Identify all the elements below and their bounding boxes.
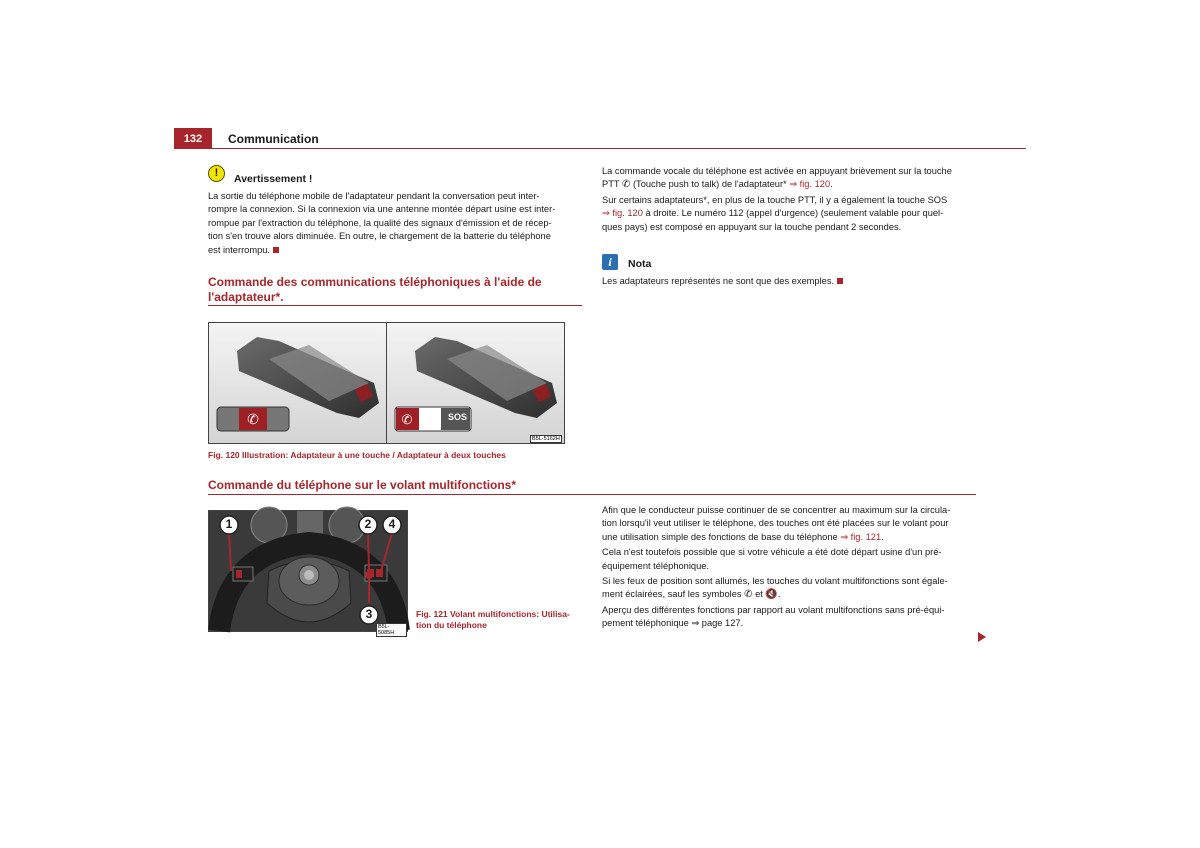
- adapter-illustration: [209, 323, 564, 443]
- text-line: Afin que le conducteur puisse continuer de se concentrer au maximum sur la circula-: [602, 505, 951, 515]
- figure-link[interactable]: ⇒ fig. 120: [789, 179, 831, 190]
- text-line: ⇒ fig. 120 à droite. Le numéro 112 (appel d'urgence) (seulement valable pour quel-: [602, 208, 944, 219]
- section-divider: [208, 305, 582, 306]
- info-icon: i: [602, 254, 618, 270]
- callout-3: 3: [365, 607, 373, 621]
- warning-title: Avertissement !: [234, 173, 313, 185]
- text-line: tion lorsqu'il veut utiliser le téléphone, des touches ont été placées sur le volant pour: [602, 518, 949, 529]
- text-line: une utilisation simple des fonctions de base du téléphone ⇒ fig. 121.: [602, 531, 884, 542]
- end-marker-icon: [273, 247, 279, 253]
- text-line: Cela n'est toutefois possible que si votre véhicule a été doté départ usine d'un pré-: [602, 547, 942, 558]
- text-line: Sur certains adaptateurs*, en plus de la touche PTT, il y a également la touche SOS: [602, 194, 948, 205]
- warning-line: La sortie du téléphone mobile de l'adaptateur pendant la conversation peut inter-: [208, 191, 540, 201]
- phone-symbol-icon: ✆: [744, 589, 753, 601]
- section-divider: [208, 494, 976, 495]
- text-line: ques pays) est composé en appuyant sur la touche pendant 2 secondes.: [602, 221, 902, 232]
- text-line: Si les feux de position sont allumés, les touches du volant multifonctions sont égale-: [602, 576, 948, 587]
- continue-arrow-icon: [978, 632, 986, 642]
- text-line: équipement téléphonique.: [602, 560, 710, 571]
- ptt-paragraph: [602, 165, 978, 234]
- note-title: Nota: [628, 258, 652, 270]
- text-line: Aperçu des différentes fonctions par rapport au volant multifonctions sans pré-équi-: [602, 604, 945, 615]
- steering-text: [602, 504, 978, 631]
- mute-symbol-icon: 🔇: [765, 589, 778, 601]
- figure-reference: B5L-5162H: [532, 436, 560, 442]
- ptt-phone-icon: ✆: [621, 179, 631, 191]
- svg-text:✆: ✆: [401, 413, 413, 428]
- callout-2: 2: [364, 517, 372, 531]
- section-heading-adapter: [208, 275, 582, 305]
- adapter-figure: [208, 322, 565, 444]
- warning-line: est interrompu.: [208, 244, 580, 257]
- text-line: PTT ✆ (Touche push to talk) de l'adaptateur* ⇒ fig. 120.: [602, 179, 833, 191]
- header-divider: [174, 148, 1026, 149]
- figure-link[interactable]: ⇒ fig. 120: [602, 208, 643, 219]
- section-heading-steering: Commande du téléphone sur le volant multifonctions*: [208, 478, 517, 492]
- warning-text: [208, 190, 580, 257]
- warning-line: tion s'en trouve alors diminuée. En outre, le chargement de la batterie du téléphone: [208, 231, 551, 242]
- svg-text:✆: ✆: [247, 412, 259, 428]
- section-heading-line: Commande des communications téléphoniques à l'aide de: [208, 275, 542, 289]
- warning-line: rompre la connexion. Si la connexion via une antenne montée départ usine est inter-: [208, 204, 556, 215]
- figure-121-caption: [416, 609, 570, 631]
- caption-line: Fig. 121 Volant multifonctions: Utilisa-: [416, 609, 570, 619]
- callout-1: 1: [225, 517, 233, 531]
- callout-4: 4: [388, 517, 396, 531]
- text-line: La commande vocale du téléphone est activée en appuyant brièvement sur la touche: [602, 166, 952, 176]
- caption-line: tion du téléphone: [416, 620, 487, 630]
- steering-wheel-figure: [208, 510, 408, 636]
- sos-button-label: SOS: [447, 412, 467, 422]
- note-text: Les adaptateurs représentés ne sont que des exemples.: [602, 275, 978, 288]
- figure-reference: B5L-5085H: [376, 623, 407, 637]
- page-number: 132: [174, 128, 212, 148]
- exclamation-icon: !: [208, 165, 225, 182]
- page-title: Communication: [228, 132, 319, 146]
- warning-line: rompue par l'extraction du téléphone, la qualité des signaux d'émission et de récep-: [208, 217, 552, 228]
- page-reference-line[interactable]: pement téléphonique ⇒ page 127.: [602, 618, 744, 629]
- section-heading-line: l'adaptateur*.: [208, 290, 284, 304]
- end-marker-icon: [837, 278, 843, 284]
- text-line: ment éclairées, sauf les symboles ✆ et 🔇.: [602, 589, 781, 601]
- figure-120-caption: Fig. 120 Illustration: Adaptateur à une touche / Adaptateur à deux touches: [208, 450, 506, 460]
- figure-link[interactable]: ⇒ fig. 121: [840, 531, 882, 542]
